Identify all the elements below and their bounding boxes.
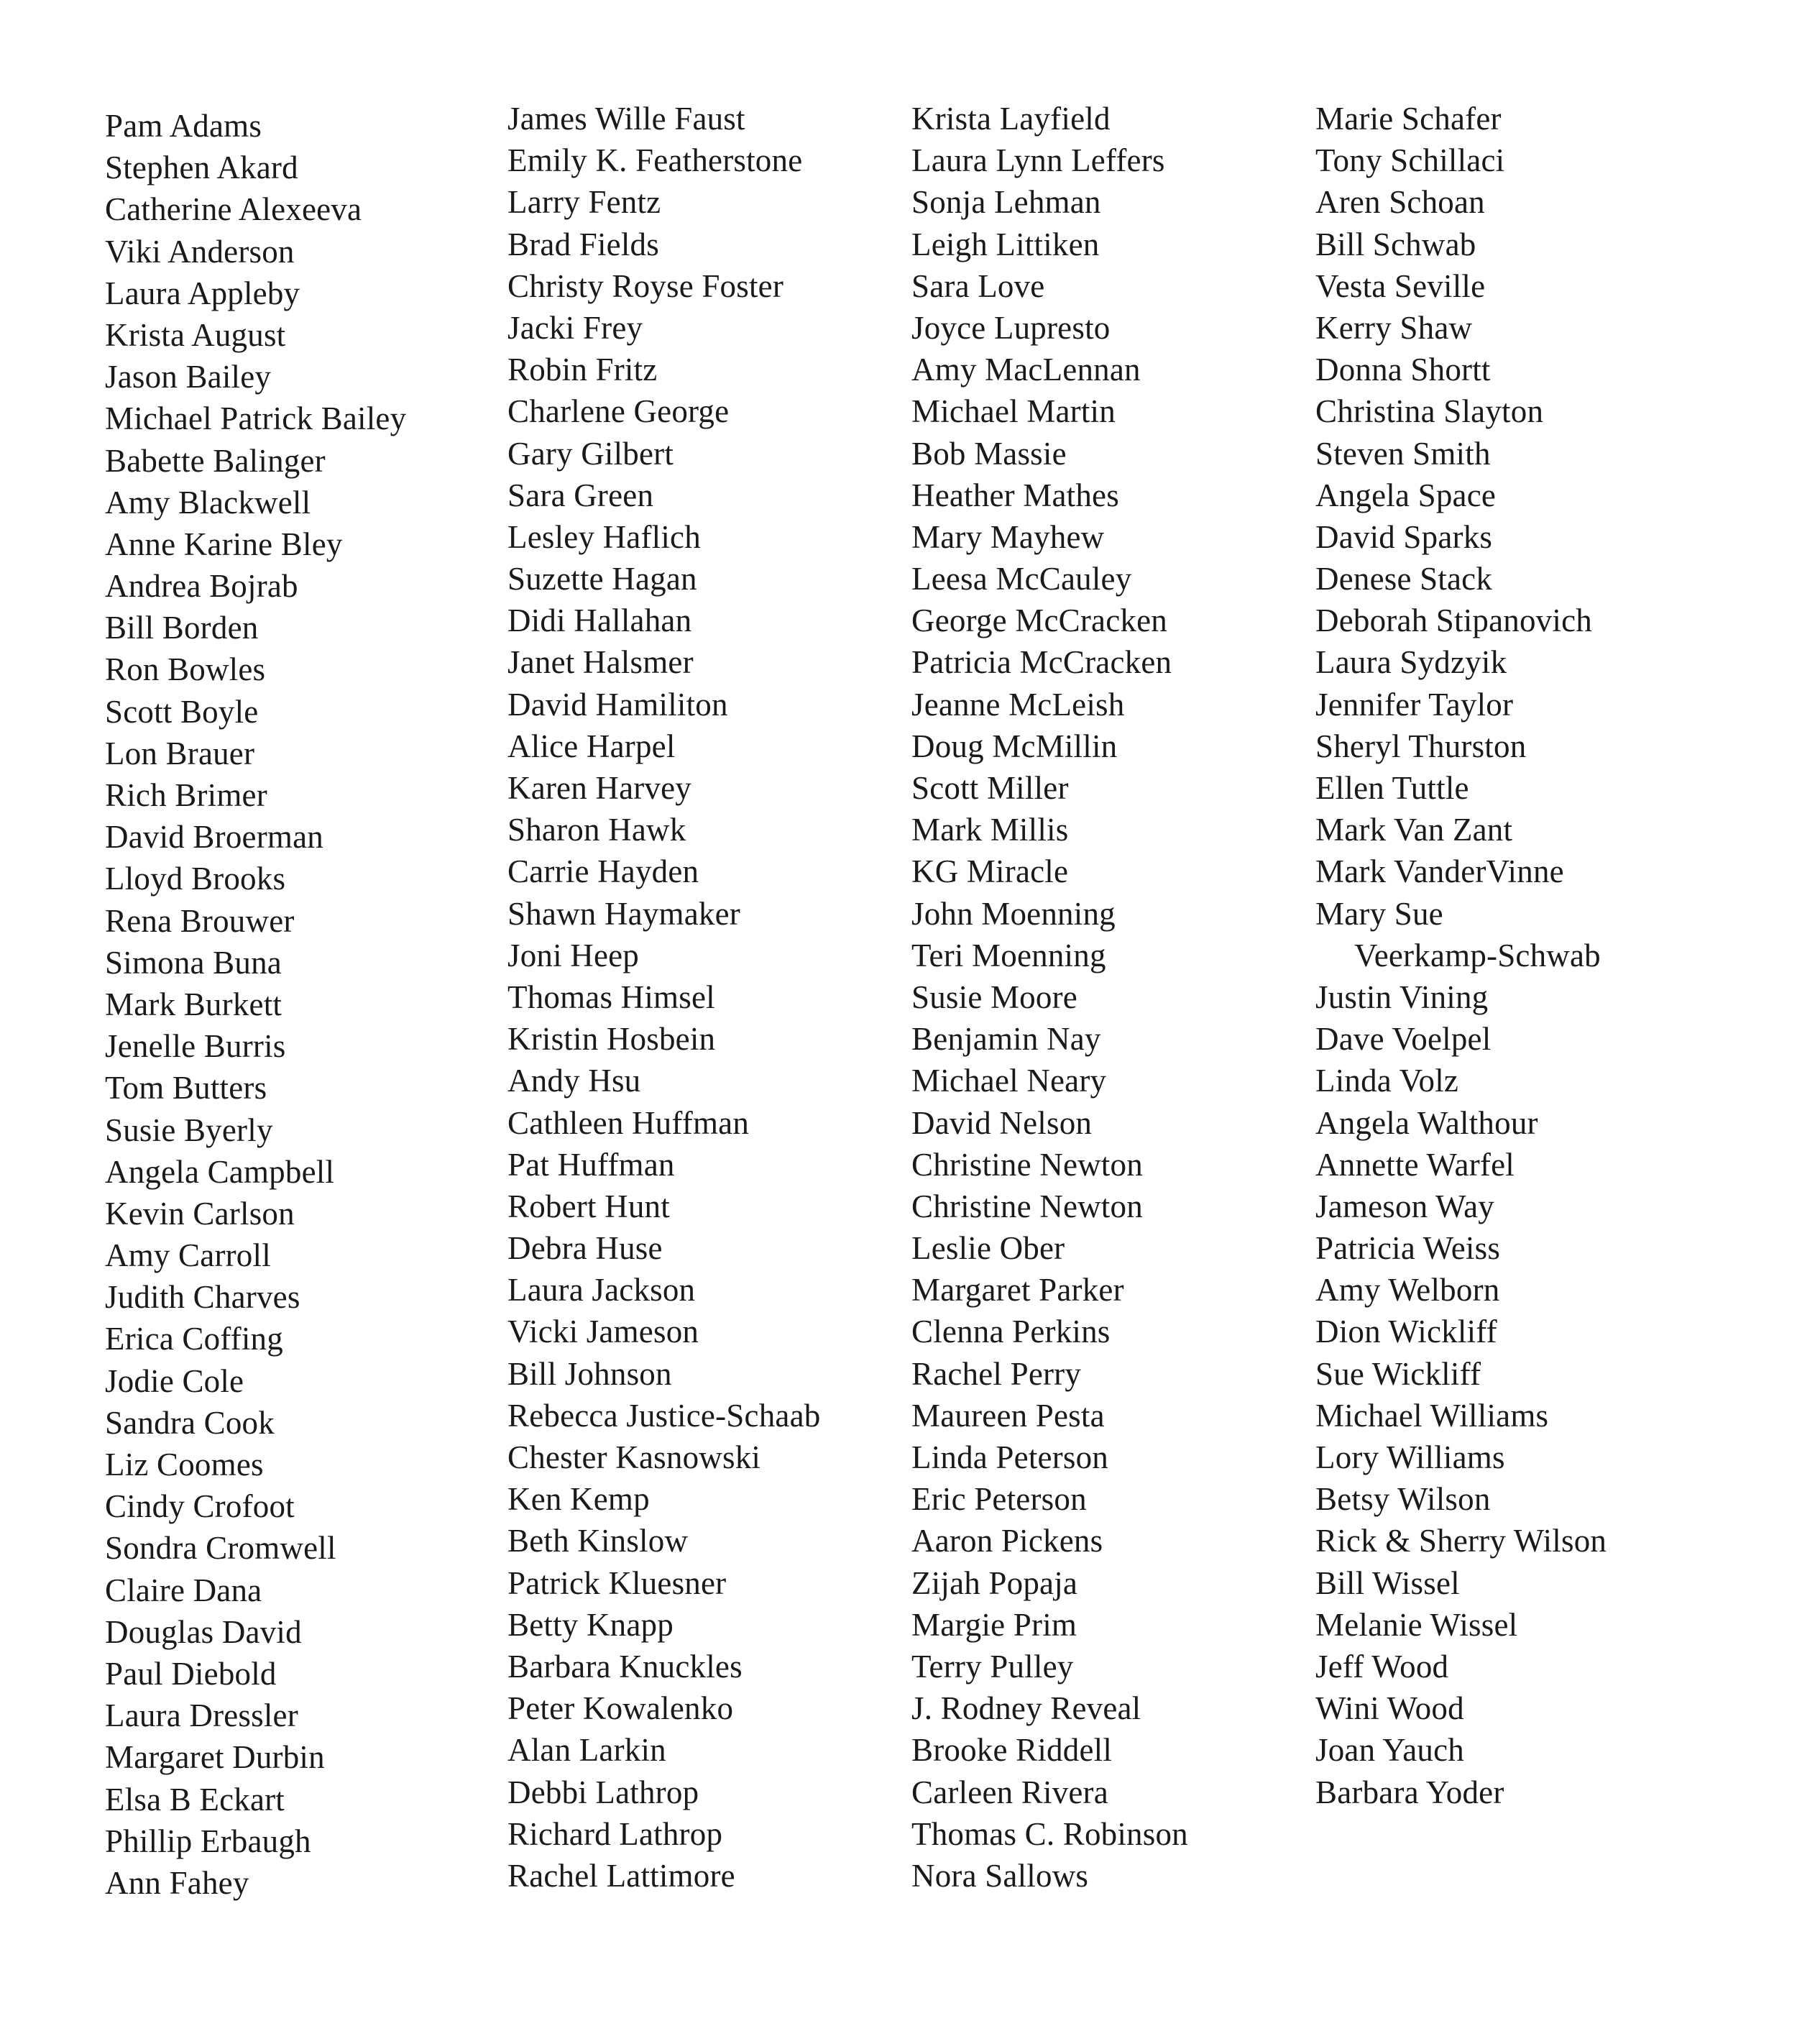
list-item: Bill Borden xyxy=(105,610,259,646)
list-item: Larry Fentz xyxy=(507,184,661,221)
list-item: Clenna Perkins xyxy=(911,1314,1111,1350)
list-item: Didi Hallahan xyxy=(507,602,692,639)
list-item: Christy Royse Foster xyxy=(507,267,784,304)
name-list xyxy=(0,98,1797,2025)
list-item: Laura Dressler xyxy=(105,1697,298,1734)
list-item: Jeff Wood xyxy=(1315,1648,1449,1685)
list-item: Cindy Crofoot xyxy=(105,1488,295,1525)
list-item: Michael Williams xyxy=(1315,1397,1549,1434)
list-item: Bill Schwab xyxy=(1315,226,1476,262)
list-item: Lon Brauer xyxy=(105,735,255,771)
list-item: Margaret Parker xyxy=(911,1272,1124,1309)
list-item: Debra Huse xyxy=(507,1230,663,1267)
list-item: Aaron Pickens xyxy=(911,1523,1103,1559)
list-item: Joyce Lupresto xyxy=(911,309,1111,346)
list-item: Shawn Haymaker xyxy=(507,895,740,932)
list-item: Scott Miller xyxy=(911,770,1069,806)
list-item: Ron Bowles xyxy=(105,651,266,688)
list-item: Rena Brouwer xyxy=(105,902,295,939)
list-item: Vicki Jameson xyxy=(507,1314,699,1350)
list-item: Erica Coffing xyxy=(105,1321,283,1357)
list-item: Linda Peterson xyxy=(911,1439,1108,1475)
list-item: Ken Kemp xyxy=(507,1481,650,1518)
list-item: Jenelle Burris xyxy=(105,1028,286,1065)
list-item: Vesta Seville xyxy=(1315,267,1486,304)
list-item: Barbara Knuckles xyxy=(507,1648,743,1685)
list-item: Laura Appleby xyxy=(105,275,300,311)
list-item: Peter Kowalenko xyxy=(507,1690,734,1727)
list-item: Babette Balinger xyxy=(105,442,326,479)
list-item: Sara Love xyxy=(911,267,1045,304)
list-item: George McCracken xyxy=(911,602,1167,639)
list-item: Annette Warfel xyxy=(1315,1146,1515,1183)
list-item: Bob Massie xyxy=(911,435,1067,472)
list-item: Betty Knapp xyxy=(507,1606,674,1643)
list-item: KG Miracle xyxy=(911,853,1069,890)
list-item: Anne Karine Bley xyxy=(105,526,343,562)
list-item: Donna Shortt xyxy=(1315,352,1491,388)
list-item: Pam Adams xyxy=(105,108,262,144)
list-item: Leigh Littiken xyxy=(911,226,1100,262)
list-item: Lesley Haflich xyxy=(507,518,701,555)
list-item: Steven Smith xyxy=(1315,435,1491,472)
list-item: Dion Wickliff xyxy=(1315,1314,1497,1350)
list-item: Laura Lynn Leffers xyxy=(911,142,1165,179)
list-item: Cathleen Huffman xyxy=(507,1104,750,1141)
list-item: Christine Newton xyxy=(911,1146,1143,1183)
list-item: Leesa McCauley xyxy=(911,561,1132,597)
list-item: Kristin Hosbein xyxy=(507,1021,716,1058)
list-item: Veerkamp-Schwab xyxy=(1354,937,1601,973)
list-item: James Wille Faust xyxy=(507,101,745,137)
list-item: Chester Kasnowski xyxy=(507,1439,761,1475)
list-item: Tony Schillaci xyxy=(1315,142,1505,179)
name-column-2 xyxy=(507,98,910,1897)
list-item: Melanie Wissel xyxy=(1315,1606,1518,1643)
list-item: Nora Sallows xyxy=(911,1857,1089,1894)
list-item: Amy MacLennan xyxy=(911,352,1141,388)
list-item: Angela Space xyxy=(1315,477,1497,513)
list-item: Bill Wissel xyxy=(1315,1564,1460,1601)
list-item: Charlene George xyxy=(507,393,730,430)
list-item: Simona Buna xyxy=(105,944,282,981)
list-item: Susie Byerly xyxy=(105,1112,273,1148)
list-item: Betsy Wilson xyxy=(1315,1481,1491,1518)
list-item: Andrea Bojrab xyxy=(105,568,298,605)
list-item: Aren Schoan xyxy=(1315,184,1485,221)
list-item: J. Rodney Reveal xyxy=(911,1690,1141,1727)
list-item: Doug McMillin xyxy=(911,728,1118,764)
list-item: Heather Mathes xyxy=(911,477,1119,513)
list-item: Jacki Frey xyxy=(507,309,643,346)
list-item: Amy Welborn xyxy=(1315,1272,1500,1309)
list-item: Sheryl Thurston xyxy=(1315,728,1527,764)
list-item: Brad Fields xyxy=(507,226,659,262)
list-item: Stephen Akard xyxy=(105,150,298,186)
list-item: Michael Martin xyxy=(911,393,1116,430)
list-item: Alice Harpel xyxy=(507,728,676,764)
list-item: David Hamiliton xyxy=(507,686,728,723)
list-item: Catherine Alexeeva xyxy=(105,191,362,228)
list-item: Patricia McCracken xyxy=(911,644,1172,681)
list-item: Rich Brimer xyxy=(105,777,267,813)
list-item: Janet Halsmer xyxy=(507,644,694,681)
list-item: John Moenning xyxy=(911,895,1116,932)
list-item: Scott Boyle xyxy=(105,693,259,730)
list-item: Mark Millis xyxy=(911,812,1069,848)
list-item: Kerry Shaw xyxy=(1315,309,1473,346)
list-item: Tom Butters xyxy=(105,1070,267,1106)
list-item: Sonja Lehman xyxy=(911,184,1101,221)
list-item: Phillip Erbaugh xyxy=(105,1823,311,1859)
list-item: Ellen Tuttle xyxy=(1315,770,1469,806)
list-item: David Broerman xyxy=(105,819,323,856)
list-item: Denese Stack xyxy=(1315,561,1493,597)
list-item: Dave Voelpel xyxy=(1315,1021,1492,1058)
list-item: Sharon Hawk xyxy=(507,812,686,848)
list-item: Thomas C. Robinson xyxy=(911,1815,1188,1852)
list-item: Susie Moore xyxy=(911,979,1077,1015)
list-item: Amy Blackwell xyxy=(105,484,311,521)
list-item: Sandra Cook xyxy=(105,1404,275,1441)
list-item: Margaret Durbin xyxy=(105,1739,325,1776)
list-item: David Sparks xyxy=(1315,518,1493,555)
list-item: Mary Sue xyxy=(1315,895,1443,932)
list-item: Michael Neary xyxy=(911,1063,1107,1099)
list-item: Suzette Hagan xyxy=(507,561,697,597)
list-item: Mark Van Zant xyxy=(1315,812,1513,848)
list-item: Teri Moenning xyxy=(911,937,1106,973)
list-item: Laura Sydzyik xyxy=(1315,644,1507,681)
list-item: Lory Williams xyxy=(1315,1439,1505,1475)
list-item: Michael Patrick Bailey xyxy=(105,400,407,437)
list-item: Gary Gilbert xyxy=(507,435,674,472)
name-column-3 xyxy=(911,98,1314,1897)
list-item: Patrick Kluesner xyxy=(507,1564,727,1601)
list-item: Amy Carroll xyxy=(105,1237,271,1274)
list-item: Richard Lathrop xyxy=(507,1815,723,1852)
list-item: Mark Burkett xyxy=(105,986,282,1022)
list-item: Joan Yauch xyxy=(1315,1732,1465,1769)
list-item: Angela Campbell xyxy=(105,1153,335,1190)
list-item: Krista August xyxy=(105,316,286,353)
list-item: Margie Prim xyxy=(911,1606,1077,1643)
list-item: Rachel Lattimore xyxy=(507,1857,735,1894)
list-item: Mary Mayhew xyxy=(911,518,1105,555)
list-item: Carrie Hayden xyxy=(507,853,699,890)
list-item: Thomas Himsel xyxy=(507,979,715,1015)
list-item: Justin Vining xyxy=(1315,979,1489,1015)
list-item: Benjamin Nay xyxy=(911,1021,1101,1058)
list-item: Beth Kinslow xyxy=(507,1523,689,1559)
list-item: Christina Slayton xyxy=(1315,393,1544,430)
list-item: Alan Larkin xyxy=(507,1732,666,1769)
list-item: Bill Johnson xyxy=(507,1355,672,1392)
list-item: Robin Fritz xyxy=(507,352,658,388)
list-item: Elsa B Eckart xyxy=(105,1781,285,1818)
list-item: Karen Harvey xyxy=(507,770,692,806)
list-item: Liz Coomes xyxy=(105,1447,264,1482)
list-item: Maureen Pesta xyxy=(911,1397,1105,1434)
list-item: Viki Anderson xyxy=(105,233,295,270)
list-item: Judith Charves xyxy=(105,1279,300,1316)
list-item: Jeanne McLeish xyxy=(911,686,1125,723)
list-item: Andy Hsu xyxy=(507,1063,641,1099)
list-item: David Nelson xyxy=(911,1104,1093,1141)
list-item: Barbara Yoder xyxy=(1315,1774,1504,1810)
list-item: Jennifer Taylor xyxy=(1315,686,1514,723)
list-item: Deborah Stipanovich xyxy=(1315,602,1592,639)
name-column-4 xyxy=(1315,98,1718,1813)
list-item: Krista Layfield xyxy=(911,101,1111,137)
list-item: Douglas David xyxy=(105,1613,302,1650)
list-item: Lloyd Brooks xyxy=(105,861,286,897)
list-item: Sondra Cromwell xyxy=(105,1530,336,1567)
list-item: Paul Diebold xyxy=(105,1655,277,1692)
list-item: Rebecca Justice-Schaab xyxy=(507,1397,821,1434)
list-item: Jodie Cole xyxy=(105,1362,244,1399)
list-item: Kevin Carlson xyxy=(105,1195,295,1232)
list-item: Rachel Perry xyxy=(911,1355,1082,1392)
list-item: Angela Walthour xyxy=(1315,1104,1538,1141)
list-item: Zijah Popaja xyxy=(911,1564,1078,1601)
list-item: Claire Dana xyxy=(105,1572,262,1608)
list-item: Sara Green xyxy=(507,477,654,513)
list-item: Jason Bailey xyxy=(105,359,272,395)
list-item: Brooke Riddell xyxy=(911,1732,1113,1769)
list-item: Debbi Lathrop xyxy=(507,1774,699,1810)
list-item: Ann Fahey xyxy=(105,1864,249,1901)
list-item: Sue Wickliff xyxy=(1315,1355,1481,1392)
list-item: Carleen Rivera xyxy=(911,1774,1108,1810)
list-item: Robert Hunt xyxy=(507,1188,670,1224)
list-item: Joni Heep xyxy=(507,937,640,973)
list-item: Rick & Sherry Wilson xyxy=(1315,1523,1607,1559)
list-item: Linda Volz xyxy=(1315,1063,1459,1099)
list-item: Laura Jackson xyxy=(507,1272,696,1309)
list-item: Mark VanderVinne xyxy=(1315,853,1564,890)
list-item: Christine Newton xyxy=(911,1188,1143,1224)
list-item: Leslie Ober xyxy=(911,1230,1065,1267)
list-item: Pat Huffman xyxy=(507,1146,675,1183)
list-item: Eric Peterson xyxy=(911,1481,1087,1518)
list-item: Patricia Weiss xyxy=(1315,1230,1501,1267)
list-item: Emily K. Featherstone xyxy=(507,142,803,179)
list-item: Terry Pulley xyxy=(911,1648,1074,1685)
name-column-1 xyxy=(105,105,507,1904)
list-item: Marie Schafer xyxy=(1315,101,1502,137)
list-item: Wini Wood xyxy=(1315,1690,1464,1727)
list-item: Jameson Way xyxy=(1315,1188,1494,1224)
